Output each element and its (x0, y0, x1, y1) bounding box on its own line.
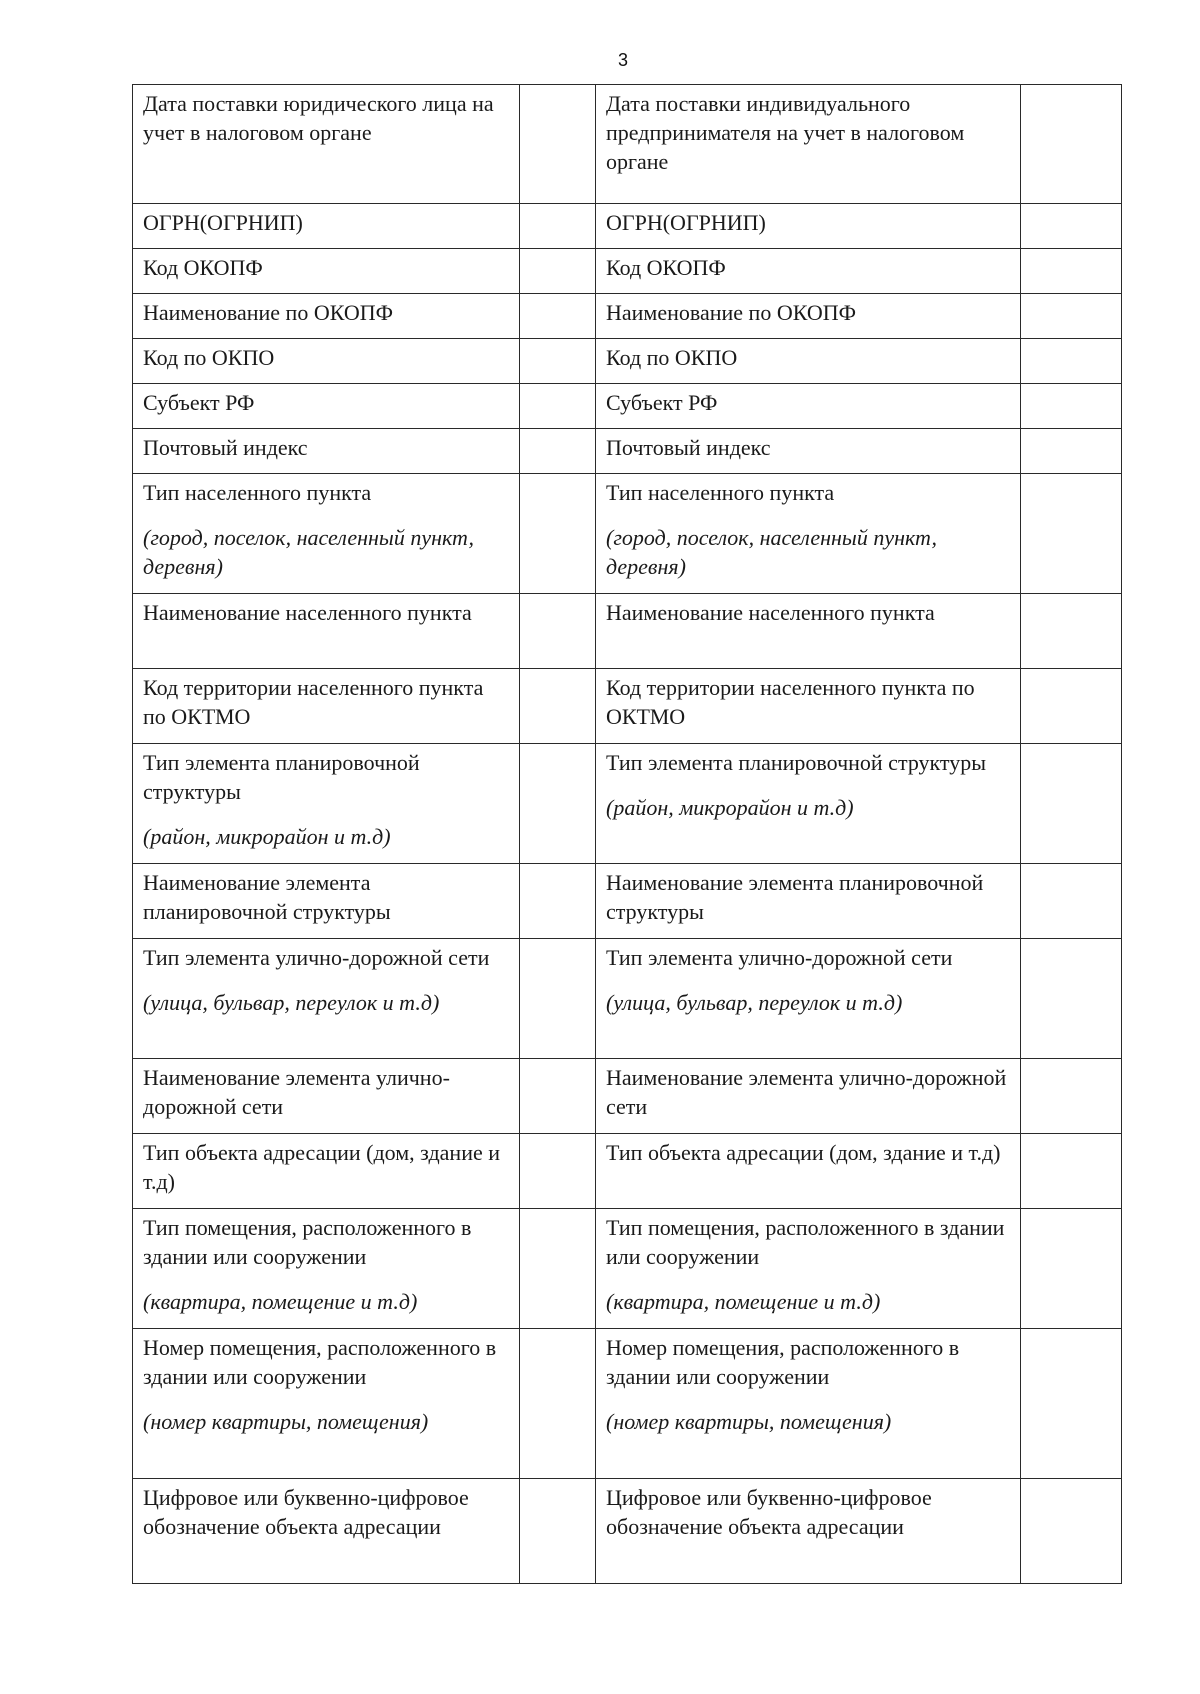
legal-entity-field-label (133, 1059, 520, 1134)
field-label: Цифровое или буквенно-цифровое обозначение объекта адресации (606, 1485, 932, 1539)
field-note: (город, поселок, населенный пункт, деревня) (143, 525, 474, 579)
field-label: Тип населенного пункта (143, 480, 372, 505)
legal-entity-value-cell[interactable] (520, 1134, 596, 1209)
entrepreneur-value-cell[interactable] (1021, 594, 1122, 669)
table-row (133, 1329, 1122, 1479)
table-row (133, 1134, 1122, 1209)
legal-entity-value-cell[interactable] (520, 1479, 596, 1584)
entrepreneur-field-label (596, 864, 1021, 939)
field-label: Номер помещения, расположенного в здании или сооружении (143, 1335, 497, 1389)
legal-entity-value-cell[interactable] (520, 474, 596, 594)
table-row (133, 339, 1122, 384)
entrepreneur-value-cell[interactable] (1021, 1329, 1122, 1479)
table-row (133, 294, 1122, 339)
field-label: Тип объекта адресации (дом, здание и т.д) (606, 1140, 1001, 1165)
legal-entity-value-cell[interactable] (520, 384, 596, 429)
entrepreneur-value-cell[interactable] (1021, 384, 1122, 429)
field-label: Тип элемента улично-дорожной сети (606, 945, 953, 970)
entrepreneur-field-label (596, 384, 1021, 429)
field-note: (квартира, помещение и т.д) (143, 1289, 418, 1314)
entrepreneur-field-label (596, 204, 1021, 249)
field-note: (район, микрорайон и т.д) (606, 795, 854, 820)
field-label: Наименование элемента улично-дорожной сети (143, 1065, 450, 1119)
entrepreneur-value-cell[interactable] (1021, 1209, 1122, 1329)
field-label: Тип населенного пункта (606, 480, 835, 505)
entrepreneur-value-cell[interactable] (1021, 429, 1122, 474)
entrepreneur-value-cell[interactable] (1021, 294, 1122, 339)
field-label: Наименование населенного пункта (143, 600, 472, 625)
table-row (133, 1209, 1122, 1329)
entrepreneur-field-label (596, 669, 1021, 744)
legal-entity-field-label (133, 85, 520, 204)
entrepreneur-value-cell[interactable] (1021, 474, 1122, 594)
entrepreneur-field-label (596, 1479, 1021, 1584)
legal-entity-field-label (133, 744, 520, 864)
address-form-table (132, 84, 1122, 1584)
field-label: Тип элемента планировочной структуры (143, 750, 420, 804)
entrepreneur-value-cell[interactable] (1021, 249, 1122, 294)
legal-entity-field-label (133, 429, 520, 474)
entrepreneur-field-label (596, 429, 1021, 474)
entrepreneur-value-cell[interactable] (1021, 669, 1122, 744)
entrepreneur-field-label (596, 249, 1021, 294)
table-row (133, 1059, 1122, 1134)
legal-entity-field-label (133, 939, 520, 1059)
table-row (133, 474, 1122, 594)
table-row (133, 744, 1122, 864)
legal-entity-field-label (133, 1209, 520, 1329)
legal-entity-value-cell[interactable] (520, 1329, 596, 1479)
entrepreneur-field-label (596, 294, 1021, 339)
entrepreneur-field-label (596, 339, 1021, 384)
legal-entity-value-cell[interactable] (520, 85, 596, 204)
field-label: Тип элемента улично-дорожной сети (143, 945, 490, 970)
legal-entity-value-cell[interactable] (520, 939, 596, 1059)
legal-entity-value-cell[interactable] (520, 744, 596, 864)
field-note: (город, поселок, населенный пункт, деревня) (606, 525, 937, 579)
entrepreneur-field-label (596, 85, 1021, 204)
entrepreneur-value-cell[interactable] (1021, 339, 1122, 384)
field-label: Дата поставки индивидуального предпринимателя на учет в налоговом органе (606, 91, 965, 174)
field-note: (улица, бульвар, переулок и т.д) (143, 990, 440, 1015)
legal-entity-value-cell[interactable] (520, 594, 596, 669)
field-label: Почтовый индекс (143, 435, 308, 460)
field-note: (улица, бульвар, переулок и т.д) (606, 990, 903, 1015)
legal-entity-field-label (133, 384, 520, 429)
entrepreneur-value-cell[interactable] (1021, 1134, 1122, 1209)
legal-entity-value-cell[interactable] (520, 669, 596, 744)
entrepreneur-field-label (596, 474, 1021, 594)
table-row (133, 204, 1122, 249)
field-label: Наименование элемента планировочной структуры (606, 870, 984, 924)
table-row (133, 1479, 1122, 1584)
legal-entity-field-label (133, 1329, 520, 1479)
field-label: Номер помещения, расположенного в здании или сооружении (606, 1335, 960, 1389)
legal-entity-value-cell[interactable] (520, 1209, 596, 1329)
field-label: Код по ОКПО (606, 345, 738, 370)
field-label: Тип элемента планировочной структуры (606, 750, 987, 775)
entrepreneur-field-label (596, 1134, 1021, 1209)
legal-entity-field-label (133, 339, 520, 384)
table-row (133, 669, 1122, 744)
field-label: Код ОКОПФ (143, 255, 263, 280)
table-row (133, 429, 1122, 474)
legal-entity-field-label (133, 474, 520, 594)
field-label: Наименование элемента улично-дорожной сети (606, 1065, 1007, 1119)
legal-entity-value-cell[interactable] (520, 249, 596, 294)
field-label: Наименование по ОКОПФ (606, 300, 857, 325)
legal-entity-field-label (133, 669, 520, 744)
legal-entity-value-cell[interactable] (520, 339, 596, 384)
entrepreneur-value-cell[interactable] (1021, 864, 1122, 939)
legal-entity-value-cell[interactable] (520, 1059, 596, 1134)
field-label: Наименование по ОКОПФ (143, 300, 394, 325)
entrepreneur-field-label (596, 1329, 1021, 1479)
page-number: 3 (617, 50, 628, 70)
field-label: Цифровое или буквенно-цифровое обозначение объекта адресации (143, 1485, 469, 1539)
field-label: Наименование населенного пункта (606, 600, 935, 625)
table-row (133, 594, 1122, 669)
field-label: Код по ОКПО (143, 345, 275, 370)
field-label: Код территории населенного пункта по ОКТМО (143, 675, 484, 729)
field-label: Код территории населенного пункта по ОКТМО (606, 675, 975, 729)
field-label: Дата поставки юридического лица на учет в налоговом органе (143, 91, 494, 145)
entrepreneur-value-cell[interactable] (1021, 939, 1122, 1059)
entrepreneur-value-cell[interactable] (1021, 85, 1122, 204)
field-note: (квартира, помещение и т.д) (606, 1289, 881, 1314)
table-row (133, 85, 1122, 204)
legal-entity-field-label (133, 1134, 520, 1209)
field-label: Почтовый индекс (606, 435, 771, 460)
legal-entity-value-cell[interactable] (520, 204, 596, 249)
entrepreneur-field-label (596, 594, 1021, 669)
legal-entity-field-label (133, 594, 520, 669)
field-label: Наименование элемента планировочной структуры (143, 870, 391, 924)
field-note: (район, микрорайон и т.д) (143, 824, 391, 849)
field-label: ОГРН(ОГРНИП) (606, 210, 766, 235)
field-label: Тип объекта адресации (дом, здание и т.д) (143, 1140, 501, 1194)
legal-entity-field-label (133, 294, 520, 339)
field-label: Тип помещения, расположенного в здании или сооружении (143, 1215, 472, 1269)
entrepreneur-field-label (596, 939, 1021, 1059)
field-note: (номер квартиры, помещения) (606, 1409, 892, 1434)
entrepreneur-field-label (596, 1059, 1021, 1134)
legal-entity-field-label (133, 204, 520, 249)
legal-entity-value-cell[interactable] (520, 294, 596, 339)
legal-entity-field-label (133, 864, 520, 939)
field-label: Субъект РФ (143, 390, 255, 415)
field-label: Тип помещения, расположенного в здании или сооружении (606, 1215, 1005, 1269)
entrepreneur-value-cell[interactable] (1021, 1059, 1122, 1134)
table-row (133, 384, 1122, 429)
form-table-body (133, 85, 1122, 1584)
field-label: Код ОКОПФ (606, 255, 726, 280)
field-note: (номер квартиры, помещения) (143, 1409, 429, 1434)
field-label: ОГРН(ОГРНИП) (143, 210, 303, 235)
entrepreneur-field-label (596, 1209, 1021, 1329)
entrepreneur-value-cell[interactable] (1021, 1479, 1122, 1584)
entrepreneur-field-label (596, 744, 1021, 864)
legal-entity-value-cell[interactable] (520, 429, 596, 474)
field-label: Субъект РФ (606, 390, 718, 415)
entrepreneur-value-cell[interactable] (1021, 744, 1122, 864)
table-row (133, 864, 1122, 939)
table-row (133, 939, 1122, 1059)
legal-entity-field-label (133, 1479, 520, 1584)
legal-entity-field-label (133, 249, 520, 294)
legal-entity-value-cell[interactable] (520, 864, 596, 939)
table-row (133, 249, 1122, 294)
entrepreneur-value-cell[interactable] (1021, 204, 1122, 249)
